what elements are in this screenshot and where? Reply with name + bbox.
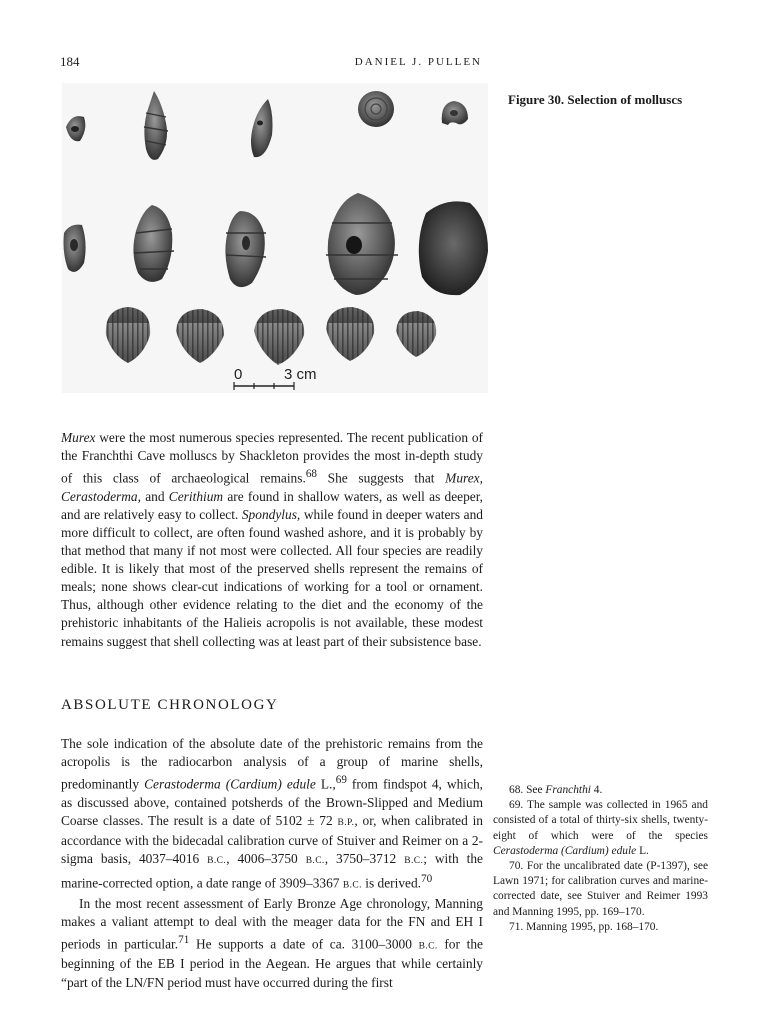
paragraph-murex: Murex were the most numerous species represented. The recent publication of the Franchthi Cave molluscs by Shackleton provides the most in-depth study of this class of archaeological remains.$^{68}$ She suggests that Murex, Cerastoderma, and Cerithium are found in shallow waters, as well as deeper, and are relatively easy to collect. Spondylus, while found in deeper waters and more difficult to collect, are often found washed ashore, and it is probably by that method that many if not most were collected. All four species are readily edible. It is likely that most of the preserved shells represent the remains of meals; none shows clear-cut indications of working for a tool or ornament. Thus, although other evidence relating to the diet and the economy of the prehistoric inhabitants of the Halieis acropolis is not available, these modest remains suggest that shell collecting was at least part of their subsistence base. <box>61 430 484 649</box>
cockle-shell-2 <box>176 309 224 363</box>
page-number: 184 <box>60 54 80 69</box>
footnotes <box>493 783 708 935</box>
mollusc-photo <box>62 83 488 393</box>
footnote-ref-68[interactable]: 68 <box>305 468 317 481</box>
cockle-shell-5 <box>396 311 436 357</box>
murex-shell-large <box>326 193 398 295</box>
small-snail-shell <box>442 101 468 125</box>
cockle-shell-3 <box>254 309 304 365</box>
cerithium-shell <box>144 91 168 160</box>
footnote-68: 68. See Franchthi 4. <box>509 784 603 796</box>
cockle-shell-4 <box>326 307 374 361</box>
scale-bar <box>234 366 317 390</box>
spondylus-shell <box>419 201 488 295</box>
murex-shell-row2-2 <box>133 205 174 282</box>
footnote-ref-70[interactable]: 70 <box>421 873 433 886</box>
murex-shell-row2-1 <box>64 225 86 272</box>
cerithium-shell-2 <box>251 99 273 157</box>
scale-label-end: 3 cm <box>284 366 317 383</box>
cockle-shell-1 <box>106 307 150 363</box>
paragraph-manning: In the most recent assessment of Early Bronze Age chronology, Manning makes a valiant attempt to deal with the meager data for the FN and EH I periods in particular.$^{71}$ He supports a date of ca. 3100–3000 B.C. for the beginning of the EB I period in the Aegean. He argues that while certainly “part of the LN/FN period must have occurred during the first <box>61 895 483 990</box>
footnote-69: 69. The sample was collected in 1965 and consisted of a total of thirty-six shells, twenty-eight of which were of the species Cerastoderma (Cardium) edule L. <box>493 799 708 857</box>
footnote-ref-69[interactable]: 69 <box>335 774 347 787</box>
murex-shell-row2-3 <box>225 211 266 287</box>
scale-label-start: 0 <box>234 366 243 383</box>
murex-shell-small <box>66 116 85 141</box>
footnote-71: 71. Manning 1995, pp. 168–170. <box>509 920 659 933</box>
running-head: DANIEL J. PULLEN <box>354 56 482 68</box>
footnote-ref-71[interactable]: 71 <box>178 933 190 946</box>
round-snail-shell <box>358 91 394 127</box>
section-heading: ABSOLUTE CHRONOLOGY <box>61 697 279 713</box>
paragraph-absolute-chronology: The sole indication of the absolute date of the prehistoric remains from the acropolis is the radiocarbon analysis of a group of marine shells, predominantly Cerastoderma (Cardium) edule L.,$^{69}$ from findspot 4, which, as discussed above, contained potsherds of the Brown-Slipped and Medium Coarse classes. The result is a date of 5102 ± 72 B.P., or, when calibrated in accordance with the bidecadal calibration curve of Stuiver and Reimer on a 2-sigma basis, 4037–4016 B.C., 4006–3750 B.C., 3750–3712 B.C.; with the marine-corrected option, a date range of 3909–3367 B.C. is derived.$^{70}$ In the most recent assessment of Early Bronze Age chronology, Manning makes a valiant attempt to deal with the meager data for the FN and EH I periods in particular.$^{71}$ He supports a date of ca. 3100–3000 B.C. for the beginning of the EB I period in the Aegean. He argues that while certainly “part of the LN/FN period must have occurred during the first <box>61 735 483 992</box>
figure-caption: Figure 30. Selection of molluscs <box>508 92 683 107</box>
footnote-70: 70. For the uncalibrated date (P-1397), see Lawn 1971; for calibration curves and marine-corrected date, see Stuiver and Reimer 1993 and Manning 1995, pp. 169–170. <box>493 860 708 918</box>
